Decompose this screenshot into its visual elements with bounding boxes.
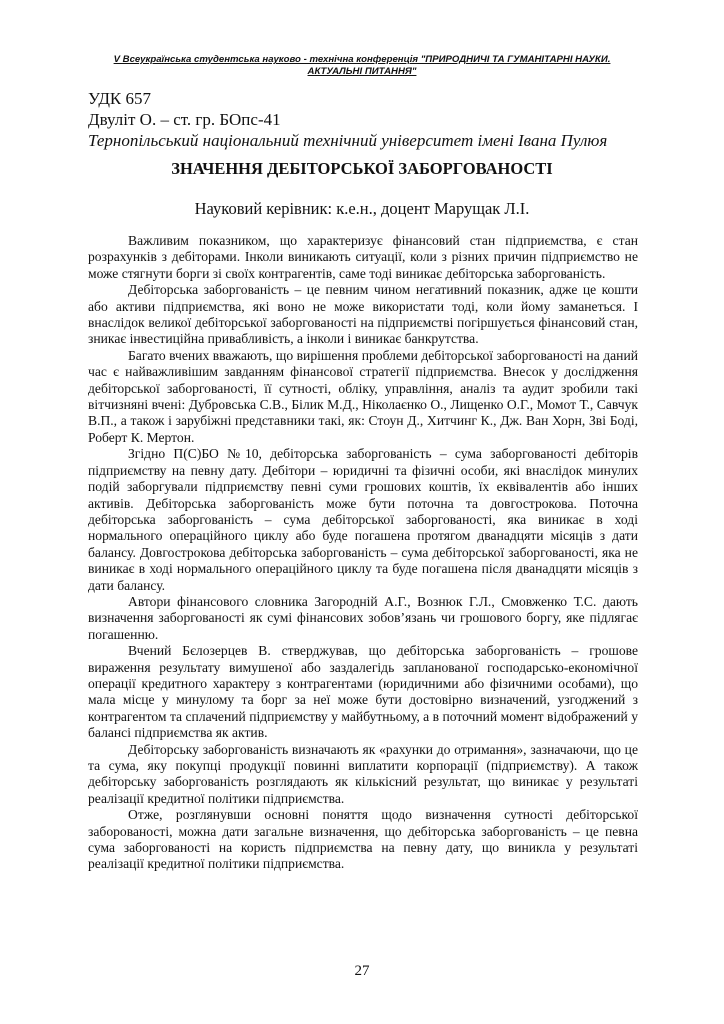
page-number: 27 [354,963,370,979]
author-line: Двуліт О. – ст. гр. БОпс-41 [88,110,281,129]
paragraph: Вчений Бєлозерцев В. стверджував, що дебіторська заборгованість – грошове вираження результату вимушеної або заздалегідь запланованої господарсько-економічної операції кредитного характеру з контрагентами (юридичними або фізичними особами), що мала місце у минулому та борг за неї може бути достовірно визначений, узгоджений з контрагентом та сплачений підприємству у майбутньому, а в поточний момент відображений у балансі підприємства як актив. [88,643,638,741]
udc-code: УДК 657 [88,89,152,108]
conference-header-line-2: АКТУАЛЬНІ ПИТАННЯ" [307,66,417,77]
conference-header [60,54,664,78]
paragraph: Багато вчених вважають, що вирішення проблеми дебіторської заборгованості на даний час є найважливішим завданням фінансової стратегії підприємства. Внесок у дослідження дебіторської заборгованості, її сутності, обліку, управління, аналіз та аудит зробили такі вітчизняні вчені: Дубровська С.В., Білик М.Д., Ніколаєнко О., Лищенко О.Г., Момот Т., Савчук В.П., а також і зарубіжні представники такі, як: Стоун Д., Хитчинг К., Дж. Ван Хорн, Зві Боді, Роберт К. Мертон. [88,347,638,445]
scientific-advisor: Науковий керівник: к.е.н., доцент Марущак Л.І. [194,199,530,218]
article-meta [88,88,607,151]
paragraph: Згідно П(С)БО №10, дебіторська заборгованість – сума заборгованості дебіторів підприємству на певну дату. Дебітори – юридичні та фізичні особи, які внаслідок минулих подій заборгували підприємству певні суми грошових коштів, їх еквівалентів або інших активів. Дебіторська заборгованість може бути поточна та довгострокова. Поточна дебіторська заборгованість – сума дебіторської заборгованості, яка виникає в ході нормального операційного циклу або буде погашена протягом дванадцяти місяців з дати балансу. Довгострокова дебіторська заборгованість – сума дебіторської заборгованості, яка не виникає в ході нормального операційного циклу та буде погашена після дванадцяти місяців з дати балансу. [88,446,638,593]
article-title: ЗНАЧЕННЯ ДЕБІТОРСЬКОЇ ЗАБОРГОВАНОСТІ [171,159,553,178]
paragraph: Дебіторську заборгованість визначають як «рахунки до отримання», зазначаючи, що це та сума, яку покупці продукції повинні виплатити корпорації (підприємству). А також дебіторську заборгованість розглядають як кількісний результат, що виникає у результаті реалізації кредитної політики підприємства. [88,741,638,806]
paragraph: Отже, розглянувши основні поняття щодо визначення сутності дебіторської заборованості, можна дати загальне визначення, що дебіторська заборгованість – це певна сума заборгованості на користь підприємства на певну дату, що виникла у результаті реалізації кредитної політики підприємства. [88,807,638,872]
paragraph: Автори фінансового словника Загородній А.Г., Вознюк Г.Л., Смовженко Т.С. дають визначення заборгованості як сумі фінансових зобов’язань чи грошового боргу, яке підлягає погашенню. [88,593,638,642]
university-name: Тернопільський національний технічний університет імені Івана Пулюя [88,131,608,150]
paragraph: Важливим показником, що характеризує фінансовий стан підприємства, є стан розрахунків з дебіторами. Інколи виникають ситуації, коли з різних причин підприємство не може стягнути борги зі своїх контрагентів, саме тоді виникає дебіторська заборгованість. [88,233,638,281]
paragraph: Дебіторська заборгованість – це певним чином негативний показник, адже це кошти або активи підприємства, які воно не може використати тоді, коли йому заманеться. І внаслідок великої дебіторської заборгованості на підприємстві погіршується фінансовий стан, зникає інвестиційна привабливість, а інколи і виникає банкрутства. [88,282,638,347]
article-body [88,233,638,873]
conference-header-line-1: V Всеукраїнська студентська науково - технічна конференція "ПРИРОДНИЧІ ТА ГУМАНІТАРНІ НАУКИ. [113,54,611,65]
